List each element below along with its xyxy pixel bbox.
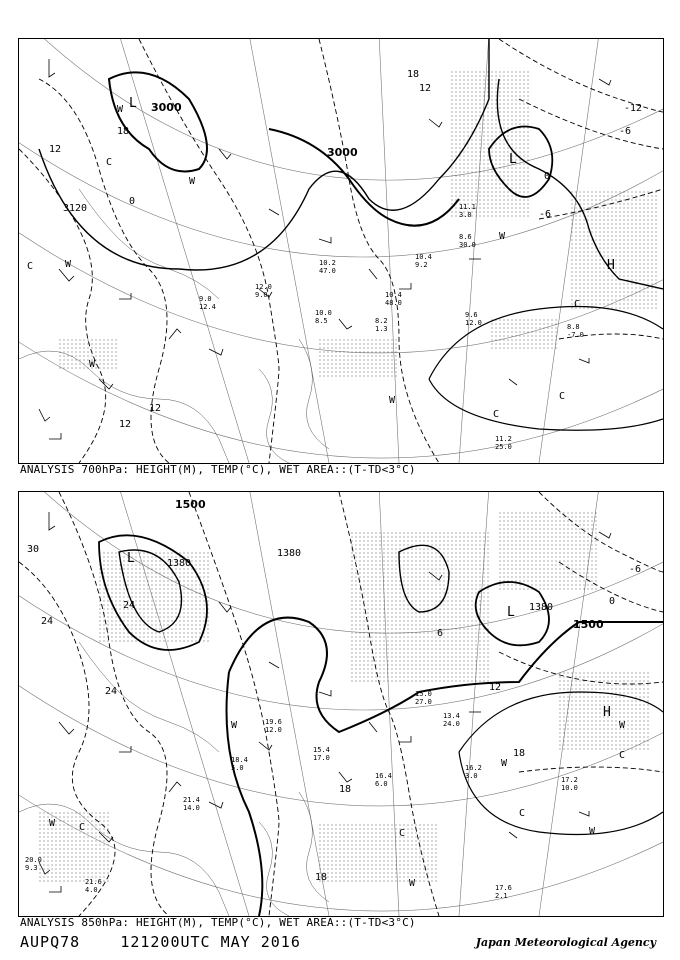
cold-mark: C	[79, 822, 86, 833]
warm-mark: W	[389, 395, 396, 406]
cold-mark: C	[574, 299, 581, 310]
svg-text:11.1: 11.1	[459, 203, 476, 211]
temp-label: -6	[619, 126, 632, 137]
station-plot	[495, 435, 512, 451]
valid-time: 121200UTC MAY 2016	[120, 933, 301, 951]
map-panel-850hpa	[18, 491, 664, 917]
svg-text:8.6: 8.6	[459, 233, 472, 241]
temp-label: -12	[624, 103, 643, 114]
svg-text:21.6: 21.6	[85, 878, 102, 886]
warm-mark: W	[89, 359, 96, 370]
cold-mark: C	[559, 391, 566, 402]
warm-mark: W	[189, 176, 196, 187]
svg-text:17.2: 17.2	[561, 776, 578, 784]
svg-text:9.2: 9.2	[415, 261, 428, 269]
temp-label: 0	[609, 596, 616, 607]
svg-text:6.0: 6.0	[375, 780, 388, 788]
svg-text:19.6: 19.6	[265, 718, 282, 726]
warm-mark: W	[49, 818, 56, 829]
temp-label: 30	[27, 544, 40, 555]
svg-text:14.0: 14.0	[183, 804, 200, 812]
warm-mark: W	[409, 878, 416, 889]
cold-mark: C	[399, 828, 406, 839]
station-plot	[459, 233, 476, 249]
temp-label: 12	[419, 83, 432, 94]
warm-mark: W	[65, 259, 72, 270]
station-plot	[415, 690, 432, 706]
high-pressure-mark: H	[603, 705, 611, 720]
svg-text:21.4: 21.4	[183, 796, 200, 804]
temp-label: 6	[437, 628, 444, 639]
temp-label: -6	[629, 564, 642, 575]
station-plot	[495, 884, 512, 900]
station-plot	[231, 756, 248, 772]
graticule	[19, 39, 663, 463]
station-plot	[443, 712, 460, 728]
svg-text:25.0: 25.0	[495, 443, 512, 451]
svg-text:17.6: 17.6	[495, 884, 512, 892]
svg-text:30.0: 30.0	[459, 241, 476, 249]
temp-label: 18	[407, 69, 420, 80]
svg-text:8.8: 8.8	[567, 323, 580, 331]
temp-label: 18	[339, 784, 352, 795]
svg-text:12.0: 12.0	[465, 319, 482, 327]
temp-label: 12	[489, 682, 502, 693]
station-plot	[465, 764, 482, 780]
svg-text:12.4: 12.4	[199, 303, 216, 311]
wet-area-stipple	[39, 512, 649, 882]
svg-text:24.0: 24.0	[443, 720, 460, 728]
svg-text:12.0: 12.0	[265, 726, 282, 734]
temp-label: 24	[105, 686, 118, 697]
svg-text:18.4: 18.4	[231, 756, 248, 764]
svg-text:9.3: 9.3	[25, 864, 38, 872]
svg-text:10.0: 10.0	[315, 309, 332, 317]
low-pressure-mark: L	[127, 551, 135, 566]
isotherms	[19, 39, 663, 463]
station-plot	[567, 323, 584, 339]
agency-name: Japan Meteorological Agency	[475, 936, 656, 949]
cold-mark: C	[27, 261, 34, 272]
svg-text:9.0: 9.0	[199, 295, 212, 303]
station-plot	[465, 311, 482, 327]
svg-text:3.0: 3.0	[459, 211, 472, 219]
svg-text:5.0: 5.0	[231, 764, 244, 772]
caption-700hpa: ANALYSIS 700hPa: HEIGHT(M), TEMP(°C), WET AREA::(T-TD<3°C)	[20, 463, 416, 476]
station-plot	[319, 259, 336, 275]
svg-text:10.0: 10.0	[561, 784, 578, 792]
temp-label: 18	[117, 126, 130, 137]
svg-text:10.4: 10.4	[415, 253, 432, 261]
cold-mark: C	[106, 157, 113, 168]
warm-mark: W	[117, 104, 124, 115]
svg-text:48.0: 48.0	[385, 299, 402, 307]
chart-id: AUPQ78	[20, 933, 81, 951]
temp-label: 12	[49, 144, 62, 155]
low-pressure-mark: L	[509, 152, 517, 167]
warm-mark: W	[499, 231, 506, 242]
svg-text:47.0: 47.0	[319, 267, 336, 275]
temp-label: -6	[539, 209, 552, 220]
caption-850hpa: ANALYSIS 850hPa: HEIGHT(M), TEMP(°C), WET AREA::(T-TD<3°C)	[20, 916, 416, 929]
cold-mark: C	[493, 409, 500, 420]
low-pressure-mark: L	[507, 605, 515, 620]
map-850hpa-svg	[19, 492, 663, 916]
chart-footer-id	[20, 933, 301, 951]
warm-mark: W	[619, 720, 626, 731]
temp-label: 18	[315, 872, 328, 883]
svg-text:8.2: 8.2	[375, 317, 388, 325]
warm-mark: W	[231, 720, 238, 731]
svg-text:12.0: 12.0	[255, 283, 272, 291]
low-pressure-mark: L	[129, 96, 137, 111]
map-panel-700hpa	[18, 38, 664, 464]
svg-text:16.4: 16.4	[375, 772, 392, 780]
station-plot	[415, 253, 432, 269]
svg-text:10.2: 10.2	[319, 259, 336, 267]
station-plot	[561, 776, 578, 792]
height-label: 3000	[327, 146, 358, 159]
temp-label: 0	[544, 171, 551, 182]
temp-label: 24	[41, 616, 54, 627]
svg-text:16.2: 16.2	[465, 764, 482, 772]
temp-label: 12	[119, 419, 132, 430]
svg-text:17.0: 17.0	[313, 754, 330, 762]
svg-text:1.3: 1.3	[375, 325, 388, 333]
svg-text:27.0: 27.0	[415, 698, 432, 706]
height-label: 1500	[573, 618, 604, 631]
station-plot	[375, 317, 388, 333]
station-plot	[265, 718, 282, 734]
height-label: 3120	[63, 203, 88, 214]
station-plot	[199, 295, 216, 311]
svg-text:3.0: 3.0	[465, 772, 478, 780]
cold-mark: C	[619, 750, 626, 761]
svg-text:15.0: 15.0	[415, 690, 432, 698]
svg-text:4.0: 4.0	[85, 886, 98, 894]
temp-label: 0	[129, 196, 136, 207]
station-plot	[375, 772, 392, 788]
svg-text:20.0: 20.0	[25, 856, 42, 864]
svg-text:11.2: 11.2	[495, 435, 512, 443]
warm-mark: W	[501, 758, 508, 769]
height-label: 1380	[277, 548, 302, 559]
station-plot	[183, 796, 200, 812]
temp-label: 24	[123, 600, 136, 611]
height-label: 1500	[175, 498, 206, 511]
svg-text:9.0: 9.0	[255, 291, 268, 299]
svg-text:8.5: 8.5	[315, 317, 328, 325]
height-label: 1380	[167, 558, 192, 569]
warm-mark: W	[589, 826, 596, 837]
map-700hpa-svg	[19, 39, 663, 463]
station-plot	[315, 309, 332, 325]
cold-mark: C	[519, 808, 526, 819]
temp-label: 12	[149, 403, 162, 414]
svg-text:10.4: 10.4	[385, 291, 402, 299]
height-label: 1380	[529, 602, 554, 613]
svg-text:-7.0: -7.0	[567, 331, 584, 339]
svg-text:2.1: 2.1	[495, 892, 508, 900]
svg-text:15.4: 15.4	[313, 746, 330, 754]
station-plot	[385, 291, 402, 307]
svg-text:9.6: 9.6	[465, 311, 478, 319]
temp-label: 18	[513, 748, 526, 759]
station-plot	[313, 746, 330, 762]
height-label: 3000	[151, 101, 182, 114]
svg-text:13.4: 13.4	[443, 712, 460, 720]
coastlines	[19, 189, 329, 463]
high-pressure-mark: H	[607, 258, 615, 273]
